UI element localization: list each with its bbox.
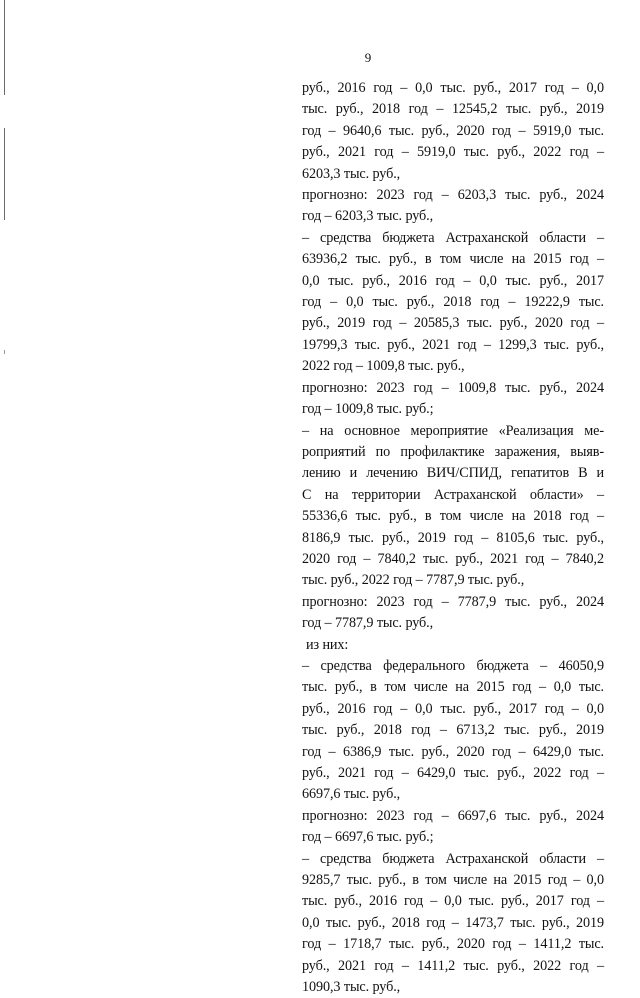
text-line: год – 6386,9 тыс. руб., 2020 год – 6429,0 тыс. xyxy=(302,743,604,760)
text-line: руб., 2021 год – 5919,0 тыс. руб., 2022 год – xyxy=(302,144,604,161)
text-line: 8186,9 тыс. руб., 2019 год – 8105,6 тыс. руб., xyxy=(302,529,604,546)
text-line: прогнозно: 2023 год – 7787,9 тыс. руб., 2024 xyxy=(302,593,604,610)
text-line: С на территории Астраханской области» – xyxy=(302,486,604,503)
text-line: руб., 2016 год – 0,0 тыс. руб., 2017 год – 0,0 xyxy=(302,700,604,717)
text-line: год – 7787,9 тыс. руб., xyxy=(302,615,434,632)
text-line: из них: xyxy=(306,636,349,653)
text-line: прогнозно: 2023 год – 6697,6 тыс. руб., 2024 xyxy=(302,807,604,824)
text-line: руб., 2021 год – 6429,0 тыс. руб., 2022 год – xyxy=(302,765,604,781)
text-line: 6697,6 тыс. руб., xyxy=(302,786,401,803)
text-line: тыс. руб., 2018 год – 6713,2 тыс. руб., 2019 xyxy=(302,722,604,739)
text-line: год – 6697,6 тыс. руб.; xyxy=(302,829,434,846)
scan-edge-mark xyxy=(4,350,5,354)
text-line: роприятий по профилактике заражения, выяв- xyxy=(302,443,604,460)
text-line: лению и лечению ВИЧ/СПИД, гепатитов В и xyxy=(302,465,604,482)
document-body-text xyxy=(302,78,604,998)
text-line: год – 1009,8 тыс. руб.; xyxy=(302,401,434,418)
text-line: прогнозно: 2023 год – 1009,8 тыс. руб., 2024 xyxy=(302,379,604,396)
text-line: 1090,3 тыс. руб., xyxy=(302,979,401,996)
page-number: 9 xyxy=(364,50,372,65)
text-line: 0,0 тыс. руб., 2016 год – 0,0 тыс. руб., 2017 xyxy=(302,272,604,289)
text-line: тыс. руб., 2016 год – 0,0 тыс. руб., 2017 год – xyxy=(302,893,604,910)
text-line: 55336,6 тыс. руб., в том числе на 2018 год – xyxy=(302,508,604,525)
scan-edge-line xyxy=(4,0,5,95)
text-line: 6203,3 тыс. руб., xyxy=(302,165,401,182)
text-line: тыс. руб., в том числе на 2015 год – 0,0 тыс. xyxy=(302,679,604,696)
text-line: 2022 год – 1009,8 тыс. руб., xyxy=(302,358,465,375)
text-line: тыс. руб., 2022 год – 7787,9 тыс. руб., xyxy=(302,572,525,589)
text-line: 0,0 тыс. руб., 2018 год – 1473,7 тыс. руб., 2019 xyxy=(302,914,604,931)
text-line: – средства бюджета Астраханской области – xyxy=(302,229,604,246)
text-line: тыс. руб., 2018 год – 12545,2 тыс. руб., 2019 xyxy=(302,101,604,118)
text-line: 9285,7 тыс. руб., в том числе на 2015 год – 0,0 xyxy=(302,872,604,889)
text-line: руб., 2021 год – 1411,2 тыс. руб., 2022 год – xyxy=(302,957,604,974)
text-line: руб., 2016 год – 0,0 тыс. руб., 2017 год – 0,0 xyxy=(302,80,604,96)
text-line: 19799,3 тыс. руб., 2021 год – 1299,3 тыс. руб., xyxy=(302,336,604,353)
text-line: 63936,2 тыс. руб., в том числе на 2015 год – xyxy=(302,251,604,268)
text-line: 2020 год – 7840,2 тыс. руб., 2021 год – 7840,2 xyxy=(302,550,604,567)
scan-edge-line xyxy=(4,128,5,220)
text-line: год – 0,0 тыс. руб., 2018 год – 19222,9 тыс. xyxy=(302,294,604,311)
text-line: – средства бюджета Астраханской области – xyxy=(302,850,604,867)
text-line: – на основное мероприятие «Реализация ме- xyxy=(302,422,604,439)
text-line: год – 6203,3 тыс. руб., xyxy=(302,208,434,225)
text-line: год – 1718,7 тыс. руб., 2020 год – 1411,2 тыс. xyxy=(302,936,604,953)
text-line: год – 9640,6 тыс. руб., 2020 год – 5919,0 тыс. xyxy=(302,122,604,139)
text-line: руб., 2019 год – 20585,3 тыс. руб., 2020 год – xyxy=(302,315,604,332)
text-line: – средства федерального бюджета – 46050,9 xyxy=(302,657,604,674)
text-line: прогнозно: 2023 год – 6203,3 тыс. руб., 2024 xyxy=(302,187,604,204)
